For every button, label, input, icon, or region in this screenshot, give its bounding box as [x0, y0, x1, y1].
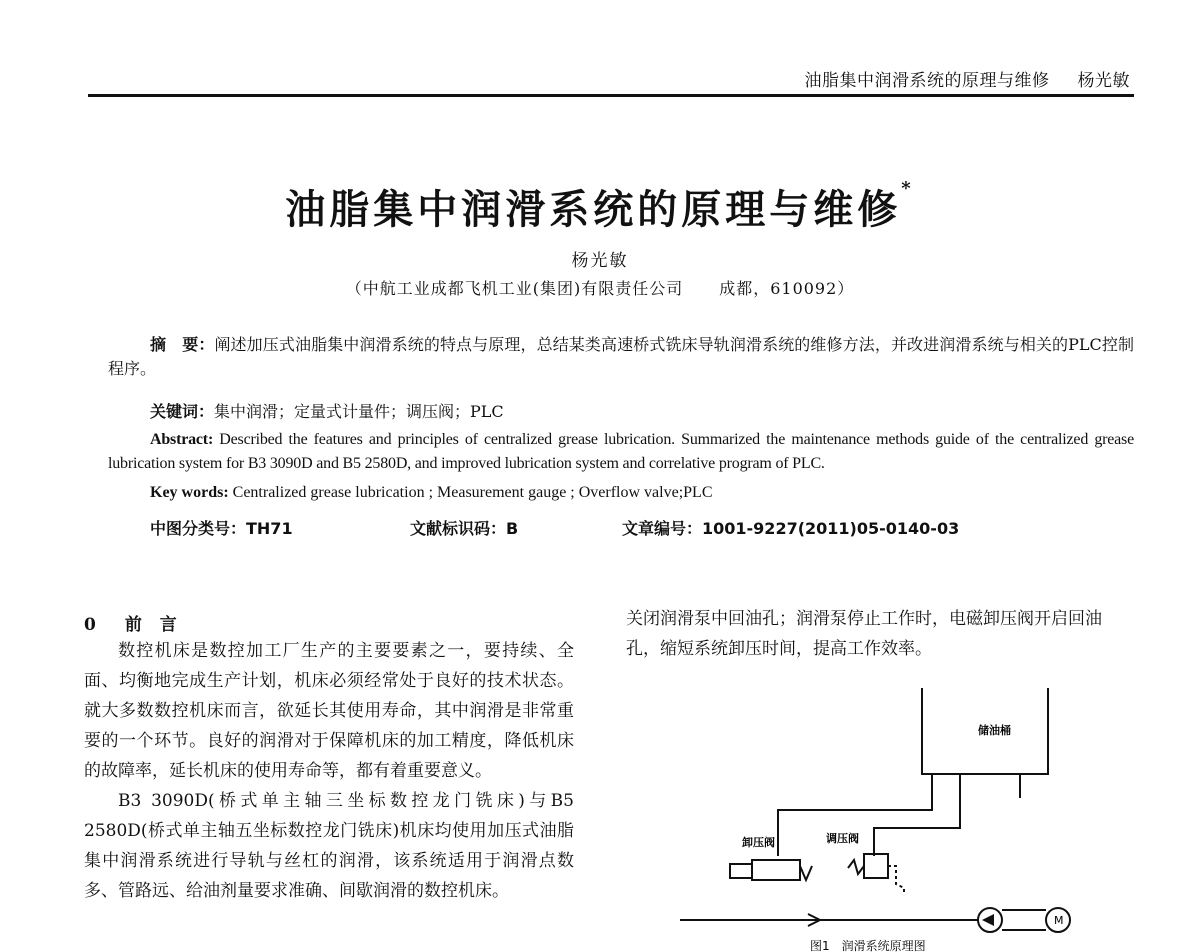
header-rule [88, 94, 1134, 97]
classification-line [150, 516, 960, 539]
figure-caption: 图1 润滑系统原理图 [810, 939, 926, 952]
lubrication-schematic [660, 688, 1130, 952]
running-header-title: 油脂集中润滑系统的原理与维修 [804, 71, 1050, 91]
keywords-en-text: Centralized grease lubrication ; Measurement gauge ; Overflow valve;PLC [232, 484, 713, 501]
unload-valve-body [752, 860, 800, 880]
unload-valve-label: 卸压阀 [742, 836, 775, 849]
coupling [1002, 910, 1046, 930]
abstract-en-text: Described the features and principles of centralized grease lubrication. Summarized the maintenance methods guide of the centralized grease lubrication system for B3 3090D and B5 2580D, and improved lubrication system and correlative program of PLC. [108, 431, 1134, 472]
abstract-zh-label: 摘 要： [150, 335, 215, 354]
paragraph: B3 3090D(桥式单主轴三坐标数控龙门铣床)与B5 2580D(桥式单主轴五坐标数控龙门铣床)机床均使用加压式油脂集中润滑系统进行导轨与丝杠的润滑，该系统适用于润滑点数多、管路远、给油剂量要求准确、间歇润滑的数控机床。 [84, 791, 574, 901]
regulator-spring [848, 860, 864, 874]
abstract-zh-text: 阐述加压式油脂集中润滑系统的特点与原理，总结某类高速桥式铣床导轨润滑系统的维修方法，并改进润滑系统与相关的PLC控制程序。 [108, 335, 1134, 378]
paragraph: 关闭润滑泵中回油孔；润滑泵停止工作时，电磁卸压阀开启回油孔，缩短系统卸压时间，提高工作效率。 [626, 609, 1102, 659]
regulator-pilot [888, 866, 904, 894]
regulator-line [874, 774, 960, 856]
keywords-zh-text: 集中润滑；定量式计量件；调压阀；PLC [214, 402, 504, 421]
paper-author: 杨光敏 [571, 251, 629, 271]
keywords-zh-label: 关键词： [150, 402, 215, 421]
keywords-en-label: Key words: [150, 484, 229, 501]
motor-letter: M [1054, 914, 1064, 927]
affiliation-org: （中航工业成都飞机工业(集团)有限责任公司 [345, 279, 684, 298]
running-header-author: 杨光敏 [1077, 71, 1130, 91]
unload-valve-solenoid [730, 864, 752, 878]
keywords-en [150, 484, 713, 502]
paper-title [0, 178, 1200, 235]
affiliation-city: 成都，610092） [719, 279, 855, 298]
abstract-en [108, 428, 1134, 476]
clc-number: 中图分类号：TH71 [150, 519, 293, 538]
article-number: 文章编号：1001-9227(2011)05-0140-03 [622, 519, 960, 538]
unload-valve-spring [800, 866, 812, 880]
tank-label: 储油桶 [978, 724, 1011, 737]
paper-title-text: 油脂集中润滑系统的原理与维修 [285, 186, 902, 233]
regulator-valve-body [864, 854, 888, 878]
left-column [84, 636, 574, 906]
running-header [805, 66, 1131, 91]
keywords-zh [150, 399, 504, 422]
document-code: 文献标识码：B [410, 519, 519, 538]
affiliation [0, 276, 1200, 299]
paragraph: 数控机床是数控加工厂生产的主要要素之一，要持续、全面、均衡地完成生产计划，机床必须经常处于良好的技术状态。就大多数数控机床而言，欲延长其使用寿命，其中润滑是非常重要的一个环节。良好的润滑对于保障机床的加工精度，降低机床的故障率，延长机床的使用寿命等，都有着重要意义。 [84, 641, 574, 781]
section-heading: 0 前 言 [84, 615, 183, 635]
pump-arrow [982, 914, 994, 926]
right-column [626, 604, 1132, 664]
title-footnote-mark: * [901, 178, 915, 199]
abstract-zh [108, 333, 1134, 381]
regulator-label: 调压阀 [826, 832, 859, 845]
abstract-en-label: Abstract: [150, 431, 214, 448]
